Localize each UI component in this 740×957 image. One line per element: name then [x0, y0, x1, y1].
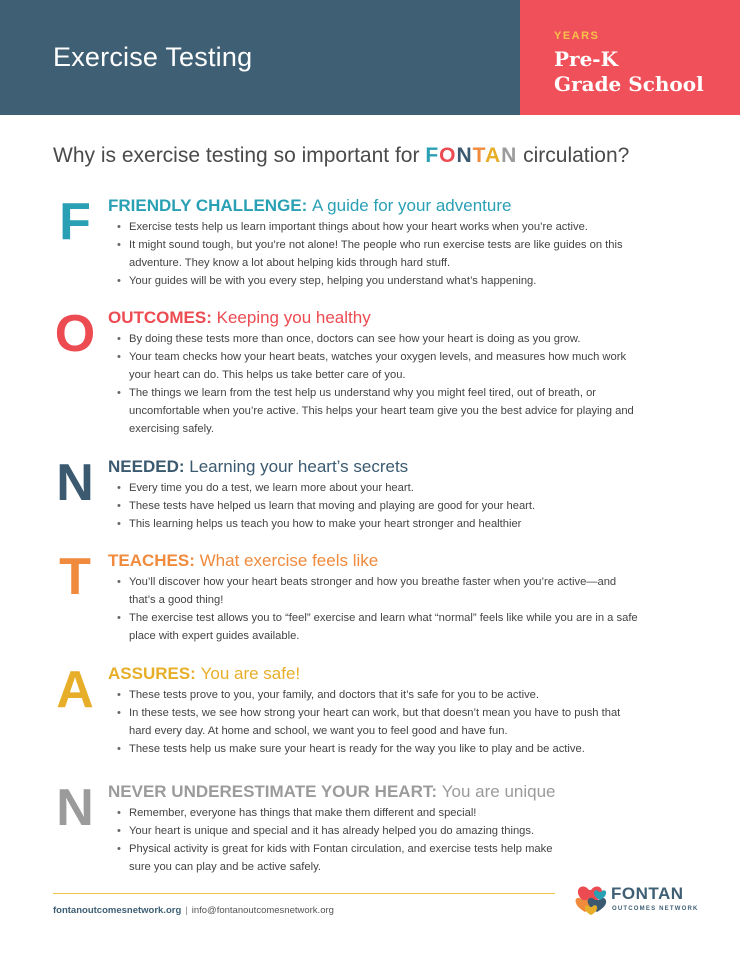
list-item: • Your team checks how your heart beats, watches your oxygen levels, and measures how much work your heart can do. This helps us take better care of you. [114, 348, 644, 384]
big-letter-t: T [59, 548, 91, 606]
question-letter-n: N [456, 144, 473, 167]
list-item: • Your guides will be with you every step, helping you understand what’s happening. [114, 272, 644, 290]
big-letter-n-2: N [56, 779, 94, 837]
bullet-list [114, 573, 644, 645]
section-title: ASSURES: [108, 664, 196, 683]
header-title-panel [0, 0, 520, 115]
hearts-logo-icon [575, 880, 615, 920]
section-title: TEACHES: [108, 551, 195, 570]
list-item: • Physical activity is great for kids with Fontan circulation, and exercise tests help make sure you can play and be active safely. [114, 840, 564, 876]
section-subtitle: What exercise feels like [199, 551, 379, 570]
list-item: • In these tests, we see how strong your heart can work, but that doesn’t mean you have to push that hard every day. At home and school, we want you to feel good and have fun. [114, 704, 644, 740]
section-subtitle: A guide for your adventure [312, 196, 512, 215]
logo-wordmark: FONTAN [611, 884, 684, 903]
question-heading [53, 144, 629, 168]
question-letter-o: O [439, 144, 457, 167]
question-text-after: circulation? [517, 144, 630, 167]
big-letter-a: A [56, 661, 94, 719]
section-heading [108, 308, 371, 328]
page-title: Exercise Testing [53, 42, 253, 72]
list-item: • These tests have helped us learn that moving and playing are good for your heart. [114, 497, 644, 515]
question-letter-n-2: N [501, 144, 518, 167]
section-heading [108, 457, 408, 477]
age-range-panel [520, 0, 740, 115]
list-item: • Remember, everyone has things that make them different and special! [114, 804, 564, 822]
list-item: • The things we learn from the test help us understand why you might feel tired, out of breath, or uncomfortable when you’re active. This helps your heart team give you the best advice for playing and exercising safely. [114, 384, 644, 438]
list-item: • By doing these tests more than once, doctors can see how your heart is doing as you grow. [114, 330, 644, 348]
question-letter-t: T [472, 144, 485, 167]
fontan-logo [575, 880, 705, 920]
section-title: NEEDED: [108, 457, 185, 476]
section-title: OUTCOMES: [108, 308, 212, 327]
section-subtitle: You are safe! [200, 664, 301, 683]
question-letter-f: F [425, 144, 440, 167]
list-item: • Exercise tests help us learn important things about how your heart works when you’re active. [114, 218, 644, 236]
page-header [0, 0, 740, 115]
footer-contact [53, 905, 334, 916]
section-subtitle: Keeping you healthy [216, 308, 371, 327]
years-label: YEARS [554, 30, 600, 42]
bullet-list [114, 479, 644, 533]
section-title: NEVER UNDERESTIMATE YOUR HEART: [108, 782, 438, 801]
footer-separator: | [185, 905, 188, 916]
section-title: FRIENDLY CHALLENGE: [108, 196, 308, 215]
big-letter-o: O [54, 305, 96, 363]
question-letter-a: A [484, 144, 502, 167]
list-item: • Your heart is unique and special and it has already helped you do amazing things. [114, 822, 564, 840]
list-item: • It might sound tough, but you’re not alone! The people who run exercise tests are like guides on this adventure. They know a lot about helping kids through hard stuff. [114, 236, 644, 272]
big-letter-n: N [56, 454, 94, 512]
section-subtitle: You are unique [441, 782, 556, 801]
list-item: • The exercise test allows you to “feel” exercise and learn what “normal” feels like while you are in a safe place with expert guides available. [114, 609, 644, 645]
bullet-list [114, 804, 564, 876]
section-heading [108, 664, 300, 684]
bullet-list [114, 330, 644, 438]
website-link[interactable]: fontanoutcomesnetwork.org [53, 905, 182, 916]
list-item: • You’ll discover how your heart beats stronger and how you breathe faster when you’re active—and that’s a good thing! [114, 573, 644, 609]
section-subtitle: Learning your heart’s secrets [189, 457, 409, 476]
question-text-before: Why is exercise testing so important for [53, 144, 426, 167]
big-letter-f: F [59, 193, 91, 251]
grade-range-line-2: Grade School [554, 72, 704, 96]
list-item: • These tests prove to you, your family, and doctors that it’s safe for you to be active. [114, 686, 644, 704]
bullet-list [114, 686, 644, 758]
logo-subtitle: OUTCOMES NETWORK [612, 906, 699, 912]
list-item: • Every time you do a test, we learn more about your heart. [114, 479, 644, 497]
section-heading [108, 551, 378, 571]
footer-divider [53, 893, 555, 894]
list-item: • These tests help us make sure your heart is ready for the way you like to play and be active. [114, 740, 644, 758]
email-link[interactable]: info@fontanoutcomesnetwork.org [191, 905, 334, 916]
list-item: • This learning helps us teach you how to make your heart stronger and healthier [114, 515, 644, 533]
grade-range-line-1: Pre-K [554, 47, 618, 71]
section-heading [108, 196, 511, 216]
bullet-list [114, 218, 644, 290]
section-heading [108, 782, 556, 802]
